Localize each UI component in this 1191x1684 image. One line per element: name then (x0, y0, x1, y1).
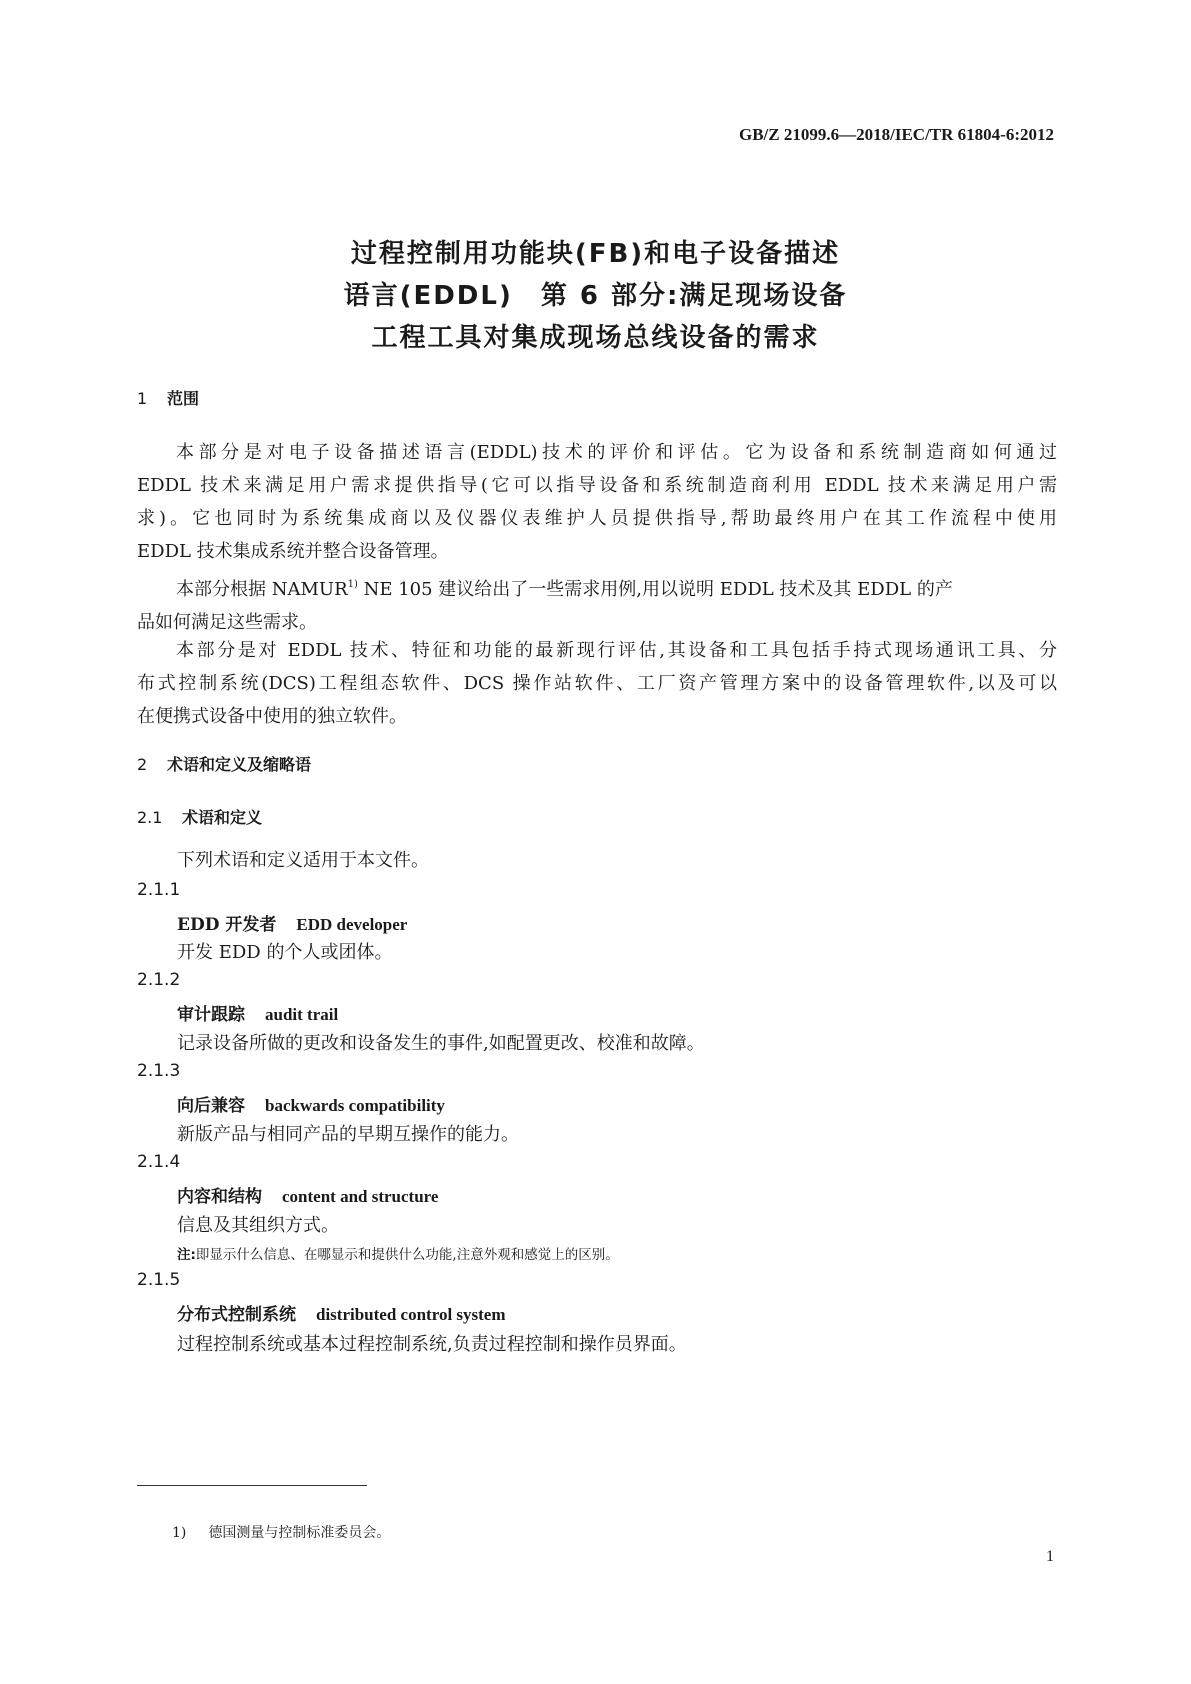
scope-paragraph-1 (137, 436, 1057, 568)
document-title-line-3: 工程工具对集成现场总线设备的需求 (371, 323, 820, 353)
paragraph-line: 布式控制系统(DCS)工程组态软件、DCS 操作站软件、工厂资产管理方案中的设备管理软件,以及可以 (137, 673, 1057, 694)
term-definition: 新版产品与相同产品的早期互操作的能力。 (177, 1124, 519, 1145)
section-title: 术语和定义及缩略语 (167, 755, 312, 774)
term-title (177, 910, 407, 935)
term-number: 2.1.1 (137, 880, 181, 900)
section-1-heading (137, 386, 199, 409)
subsection-title: 术语和定义 (182, 808, 263, 827)
footnote-text: 德国测量与控制标准委员会。 (208, 1525, 391, 1541)
paragraph-line: 本部分是对 EDDL 技术、特征和功能的最新现行评估,其设备和工具包括手持式现场通讯工具、分 (176, 640, 1057, 661)
paragraph-line: 求)。它也同时为系统集成商以及仪器仪表维护人员提供指导,帮助最终用户在其工作流程中使用 (137, 508, 1057, 529)
term-number: 2.1.4 (137, 1152, 181, 1172)
term-definition: 过程控制系统或基本过程控制系统,负责过程控制和操作员界面。 (177, 1334, 687, 1355)
term-title (177, 1300, 506, 1325)
paragraph-text: 本部分根据 NAMUR (176, 579, 348, 600)
term-number: 2.1.3 (137, 1061, 181, 1081)
term-zh: EDD 开发者 (177, 915, 277, 935)
footnote (172, 1522, 390, 1542)
paragraph-line: 品如何满足这些需求。 (137, 612, 317, 633)
term-definition: 信息及其组织方式。 (177, 1215, 339, 1236)
footnote-marker: 1) (172, 1525, 187, 1541)
term-en: distributed control system (316, 1305, 506, 1324)
footnote-reference: 1) (347, 579, 358, 590)
scope-paragraph-2 (137, 568, 1057, 639)
term-zh: 向后兼容 (177, 1096, 245, 1116)
page-number: 1 (1046, 1548, 1054, 1565)
section-2-heading (137, 752, 311, 775)
term-en: backwards compatibility (265, 1096, 445, 1115)
term-zh: 分布式控制系统 (177, 1305, 296, 1325)
paragraph-line: EDDL 技术来满足用户需求提供指导(它可以指导设备和系统制造商利用 EDDL 技术来满足用户需 (137, 475, 1057, 496)
term-title (177, 1091, 445, 1116)
term-note (177, 1243, 619, 1263)
note-text: 即显示什么信息、在哪显示和提供什么功能,注意外观和感觉上的区别。 (195, 1247, 619, 1263)
document-title-line-1: 过程控制用功能块(FB)和电子设备描述 (350, 239, 841, 269)
term-title (177, 1182, 438, 1207)
subsection-2-1-heading (137, 805, 262, 828)
section-number: 1 (137, 389, 148, 408)
terms-intro: 下列术语和定义适用于本文件。 (177, 850, 429, 871)
paragraph-line: 本部分是对电子设备描述语言(EDDL)技术的评价和评估。它为设备和系统制造商如何通过 (176, 442, 1057, 463)
subsection-number: 2.1 (137, 808, 163, 827)
note-label: 注: (177, 1247, 196, 1263)
term-title (177, 1000, 338, 1025)
term-zh: 审计跟踪 (177, 1005, 245, 1025)
standard-code: GB/Z 21099.6—2018/IEC/TR 61804-6:2012 (739, 125, 1054, 144)
paragraph-line: 在便携式设备中使用的独立软件。 (137, 706, 407, 727)
section-title: 范围 (167, 389, 200, 408)
paragraph-text: NE 105 建议给出了一些需求用例,用以说明 EDDL 技术及其 EDDL 的产 (357, 579, 953, 600)
document-title-line-2: 语言(EDDL) 第 6 部分:满足现场设备 (343, 281, 848, 311)
term-definition: 开发 EDD 的个人或团体。 (177, 942, 393, 963)
term-en: EDD developer (296, 915, 408, 934)
term-definition: 记录设备所做的更改和设备发生的事件,如配置更改、校准和故障。 (177, 1033, 705, 1054)
term-zh: 内容和结构 (177, 1187, 262, 1207)
paragraph-line (137, 568, 1057, 606)
term-number: 2.1.5 (137, 1270, 181, 1290)
section-number: 2 (137, 755, 148, 774)
term-en: audit trail (265, 1005, 339, 1024)
term-en: content and structure (282, 1187, 439, 1206)
term-number: 2.1.2 (137, 970, 181, 990)
scope-paragraph-3 (137, 634, 1057, 733)
paragraph-line: EDDL 技术集成系统并整合设备管理。 (137, 541, 449, 562)
footnote-separator (137, 1485, 367, 1486)
